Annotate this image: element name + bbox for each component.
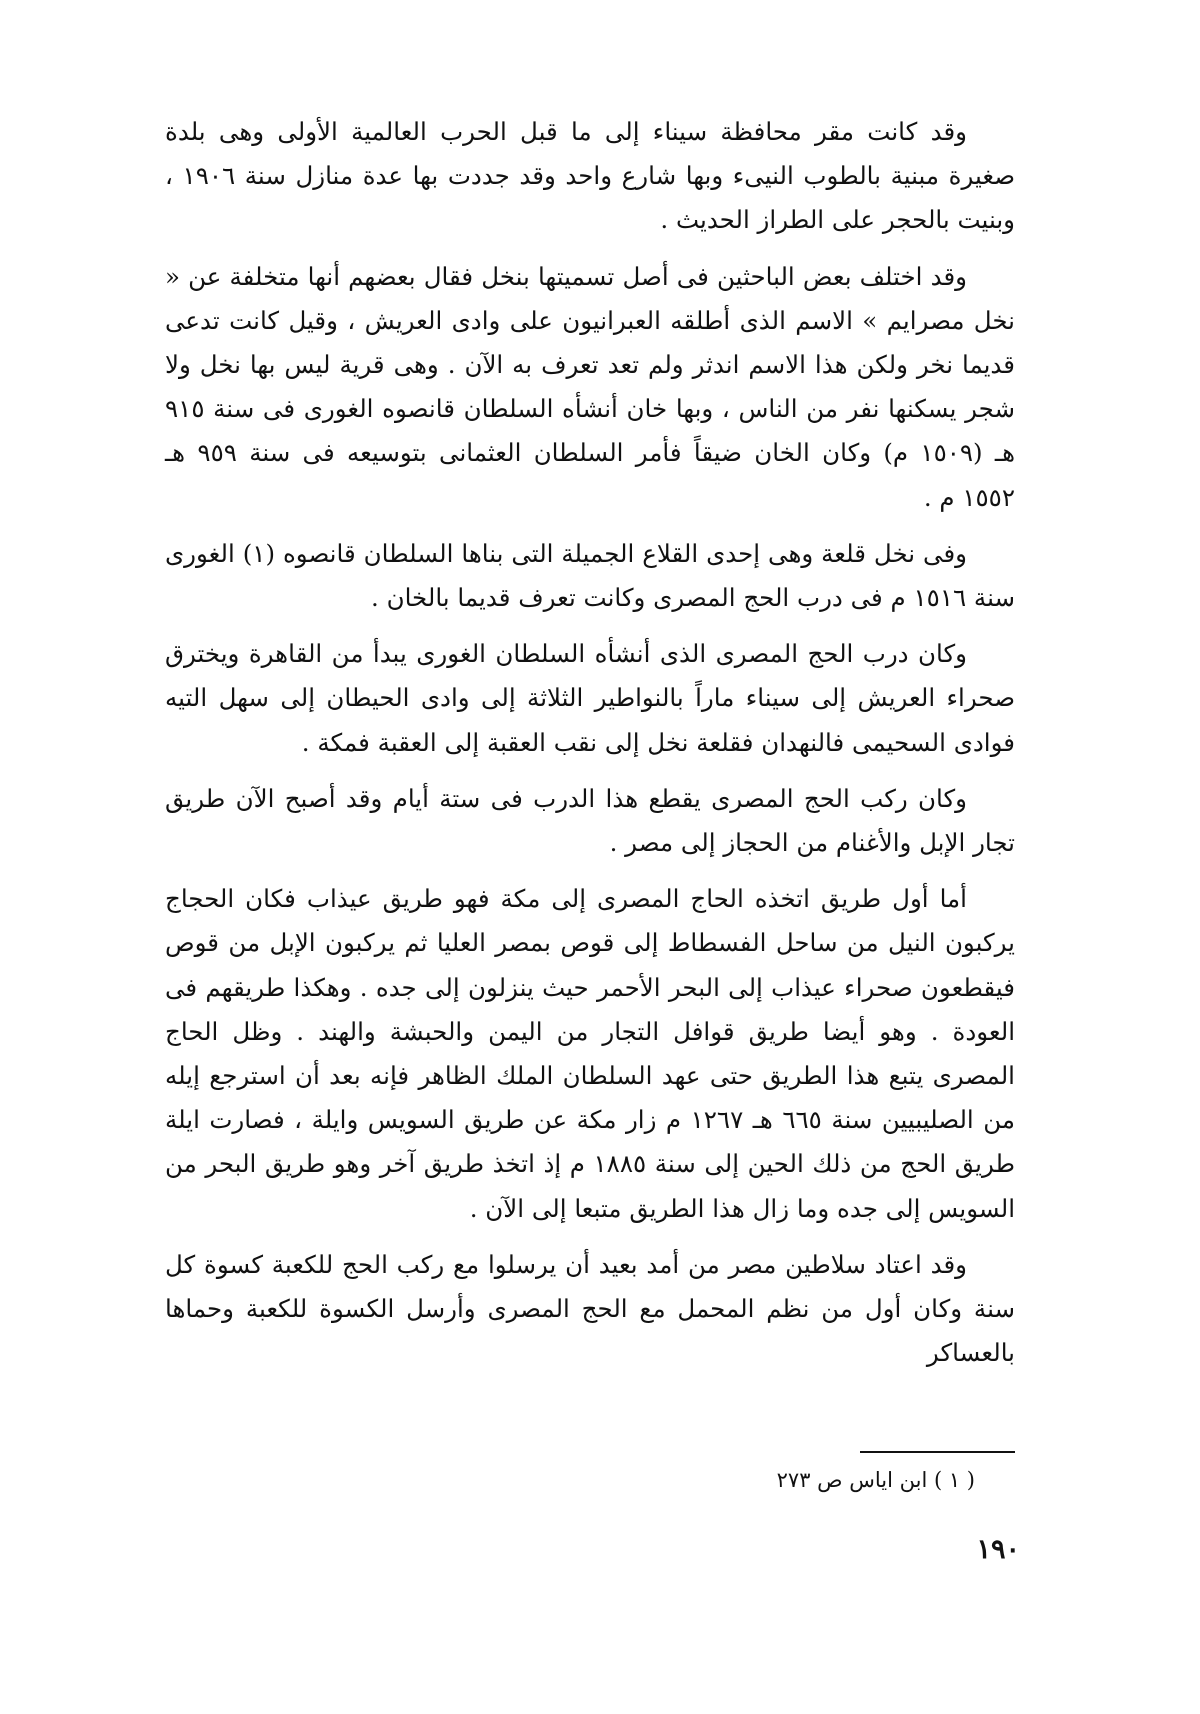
- paragraph-7: وقد اعتاد سلاطين مصر من أمد بعيد أن يرسلوا مع ركب الحج للكعبة كسوة كل سنة وكان أول من نظم المحمل مع الحج المصرى وأرسل الكسوة للكعبة وحماها بالعساكر: [165, 1249, 1015, 1368]
- page-number: ١٩٠: [976, 1534, 1020, 1565]
- paragraph-1: وقد كانت مقر محافظة سيناء إلى ما قبل الحرب العالمية الأولى وهى بلدة صغيرة مبنية بالطوب النيىء وبها شارع واحد وقد جددت بها عدة منازل سنة ١٩٠٦ ، وبنيت بالحجر على الطراز الحديث .: [165, 117, 1015, 235]
- paragraph-3: وفى نخل قلعة وهى إحدى القلاع الجميلة التى بناها السلطان قانصوه (١) الغورى سنة ١٥١٦ م فى درب الحج المصرى وكانت تعرف قديما بالخان .: [165, 538, 1015, 613]
- paragraph-4: وكان درب الحج المصرى الذى أنشأه السلطان الغورى يبدأ من القاهرة ويخترق صحراء العريش إلى سيناء ماراً بالنواطير الثلاثة إلى وادى الحيطان إلى سهل التيه فوادى السحيمى فالنهدان فقلعة نخل إلى نقب العقبة إلى العقبة فمكة .: [165, 639, 1015, 757]
- footnote: ( ١ ) ابن اياس ص ٢٧٣: [776, 1468, 975, 1492]
- paragraph-6: أما أول طريق اتخذه الحاج المصرى إلى مكة فهو طريق عيذاب فكان الحجاج يركبون النيل من ساحل الفسطاط إلى قوص بمصر العليا ثم يركبون الإبل من قوص فيقطعون صحراء عيذاب إلى البحر الأحمر حيث ينزلون إلى جده . وهكذا طريقهم فى العودة . وهو أيضا طريق قوافل التجار من اليمن والحبشة والهند . وظل الحاج المصرى يتبع هذا الطريق حتى عهد السلطان الملك الظاهر فإنه بعد أن استرجع إيله من الصليبيين سنة ٦٦٥ هـ ١٢٦٧ م زار مكة عن طريق السويس وايلة ، فصارت ايلة طريق الحج من ذلك الحين إلى سنة ١٨٨٥ م إذ اتخذ طريق آخر وهو طريق البحر من السويس إلى جده وما زال هذا الطريق متبعا إلى الآن .: [165, 884, 1016, 1223]
- footnote-divider: [860, 1451, 1015, 1453]
- paragraph-5: وكان ركب الحج المصرى يقطع هذا الدرب فى ستة أيام وقد أصبح الآن طريق تجار الإبل والأغنام من الحجاز إلى مصر .: [165, 783, 1015, 858]
- body-text: [165, 110, 1015, 1387]
- paragraph-2: وقد اختلف بعض الباحثين فى أصل تسميتها بنخل فقال بعضهم أنها متخلفة عن « نخل مصرايم » الاسم الذى أطلقه العبرانيون على وادى العريش ، وقيل كانت تدعى قديما نخر ولكن هذا الاسم اندثر ولم تعد تعرف به الآن . وهى قرية ليس بها نخل ولا شجر يسكنها نفر من الناس ، وبها خان أنشأه السلطان قانصوه الغورى فى سنة ٩١٥ هـ (١٥٠٩ م) وكان الخان ضيقاً فأمر السلطان العثمانى بتوسيعه فى سنة ٩٥٩ هـ ١٥٥٢ م .: [165, 261, 1016, 512]
